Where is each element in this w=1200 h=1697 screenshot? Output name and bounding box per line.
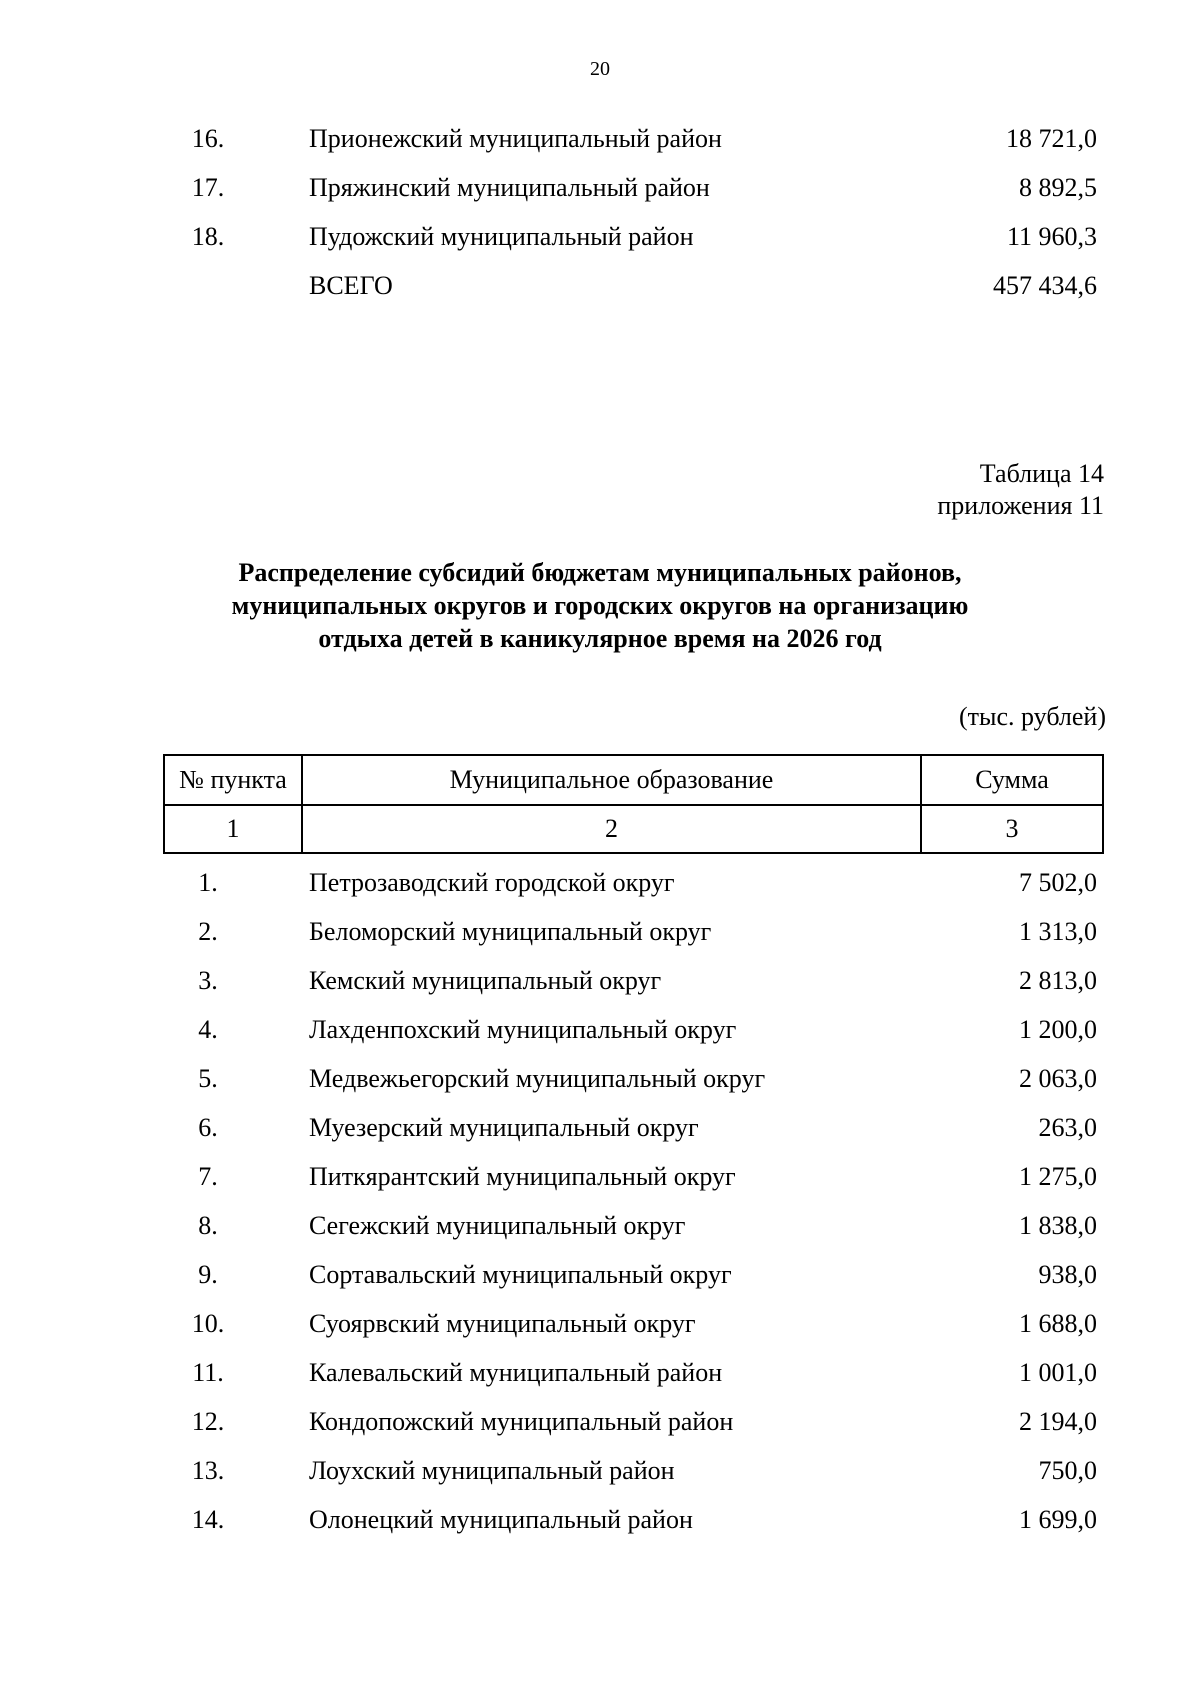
table-row [0,961,1200,1001]
row-name: Прионежский муниципальный район [309,124,722,153]
row-name: Кондопожский муниципальный район [309,1407,734,1436]
row-name: Калевальский муниципальный район [309,1358,723,1387]
row-name: Олонецкий муниципальный район [309,1505,693,1534]
row-value: 1 275,0 [1019,1162,1097,1191]
row-number: 2. [198,917,218,946]
row-name: Муезерский муниципальный округ [309,1113,699,1142]
row-number: 11. [192,1358,224,1387]
row-value: 1 200,0 [1019,1015,1097,1044]
total-value: 457 434,6 [993,271,1097,300]
row-value: 2 063,0 [1019,1064,1097,1093]
row-value: 7 502,0 [1019,868,1097,897]
table-row [0,1451,1200,1491]
total-row [0,266,1200,306]
table-row [0,863,1200,903]
row-name: Медвежьегорский муниципальный округ [309,1064,766,1093]
row-number: 5. [198,1064,218,1093]
row-value: 1 688,0 [1019,1309,1097,1338]
page-number: 20 [590,58,610,80]
row-name: Сегежский муниципальный округ [309,1211,686,1240]
table-row [0,1402,1200,1442]
row-number: 14. [191,1505,225,1534]
row-name: Пудожский муниципальный район [309,222,694,251]
row-number: 10. [191,1309,225,1338]
row-name: Сортавальский муниципальный округ [309,1260,732,1289]
row-name: Лоухский муниципальный район [309,1456,675,1485]
row-number: 4. [198,1015,218,1044]
row-value: 2 194,0 [1019,1407,1097,1436]
table-row [0,1157,1200,1197]
table-row [0,1108,1200,1148]
appendix-label: приложения 11 [937,491,1104,520]
row-value: 1 838,0 [1019,1211,1097,1240]
row-value: 2 813,0 [1019,966,1097,995]
row-name: Лахденпохский муниципальный округ [309,1015,737,1044]
row-number: 6. [198,1113,218,1142]
row-value: 1 313,0 [1019,917,1097,946]
row-number: 12. [191,1407,225,1436]
header-number: № пункта [164,755,302,805]
row-number: 18. [191,222,225,251]
row-number: 8. [198,1211,218,1240]
table-row [0,119,1200,159]
table-row [0,217,1200,257]
row-name: Кемский муниципальный округ [309,966,662,995]
row-value: 11 960,3 [1006,222,1097,251]
row-number: 13. [191,1456,225,1485]
table-row [0,1304,1200,1344]
row-number: 7. [198,1162,218,1191]
row-name: Пряжинский муниципальный район [309,173,710,202]
row-number: 17. [191,173,225,202]
table-title-line-3: отдыха детей в каникулярное время на 2026 год [318,624,882,653]
table-row [0,912,1200,952]
row-name: Беломорский муниципальный округ [309,917,712,946]
row-value: 938,0 [1038,1260,1097,1289]
table-title-line-2: муниципальных округов и городских округов на организацию [231,591,969,620]
row-value: 8 892,5 [1019,173,1097,202]
column-number-2: 2 [302,805,921,853]
row-value: 1 001,0 [1019,1358,1097,1387]
table-row [0,1255,1200,1295]
table-row [0,1500,1200,1540]
table-row [0,168,1200,208]
row-number: 3. [198,966,218,995]
table-header [163,754,1104,854]
row-name: Суоярвский муниципальный округ [309,1309,696,1338]
header-sum: Сумма [921,755,1103,805]
table-row [0,1353,1200,1393]
table-row [0,1010,1200,1050]
table-title-line-1: Распределение субсидий бюджетам муниципальных районов, [238,558,962,587]
column-number-3: 3 [921,805,1103,853]
row-number: 1. [198,868,218,897]
row-value: 750,0 [1038,1456,1097,1485]
table-row [0,1206,1200,1246]
row-name: Петрозаводский городской округ [309,868,675,897]
row-name: Питкярантский муниципальный округ [309,1162,736,1191]
table-number-label: Таблица 14 [979,459,1104,488]
row-value: 18 721,0 [1006,124,1097,153]
row-value: 1 699,0 [1019,1505,1097,1534]
units-label: (тыс. рублей) [958,702,1106,731]
column-number-1: 1 [164,805,302,853]
row-number: 16. [191,124,225,153]
table-row [0,1059,1200,1099]
header-municipality: Муниципальное образование [302,755,921,805]
total-label: ВСЕГО [309,271,393,300]
row-value: 263,0 [1038,1113,1097,1142]
row-number: 9. [198,1260,218,1289]
